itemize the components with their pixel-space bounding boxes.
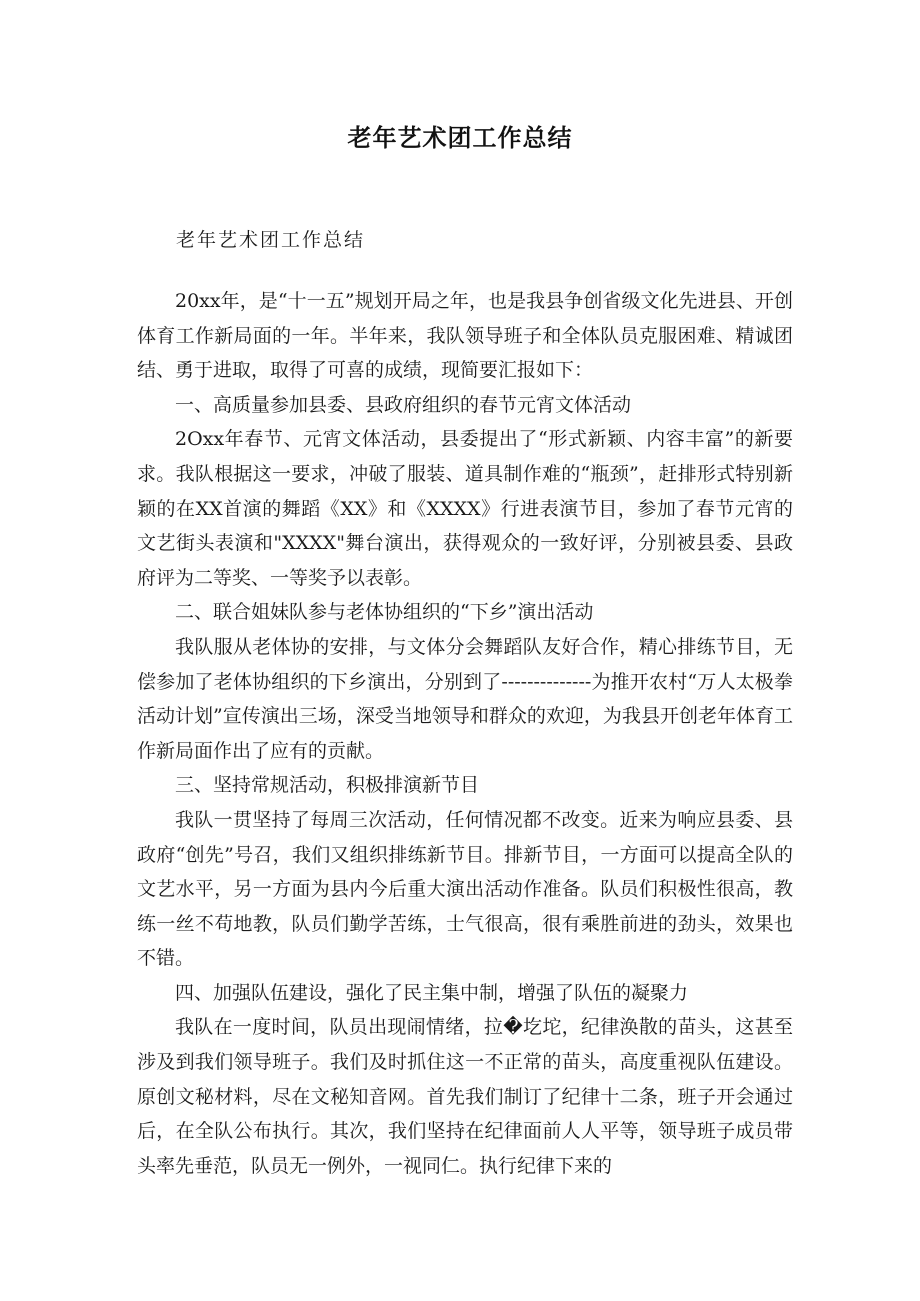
section-heading-3: 三、坚持常规活动，积极排演新节目 [175, 774, 480, 797]
document-body [137, 284, 793, 1183]
paragraph-section-4: 我队在一度时间，队员出现闹情绪，拉�圪坨，纪律涣散的苗头，这甚至涉及到我们领导班子。我们及时抓住这一不正常的苗头，高度重视队伍建设。原创文秘材料，尽在文秘知音网。首先我们制订了纪律十二条，班子开会通过后，在全队公布执行。其次，我们坚持在纪律面前人人平等，领导班子成员带头率先垂范，队员无一例外，一视同仁。执行纪律下来的 [137, 1016, 793, 1177]
section-heading-4: 四、加强队伍建设，强化了民主集中制，增强了队伍的凝聚力 [175, 981, 689, 1004]
paragraph-section-2: 我队服从老体协的安排，与文体分会舞蹈队友好合作，精心排练节目，无偿参加了老体协组织的下乡演出，分别到了--------------为推开农村“万人太极拳活动计划”宣传演出三场，深受当地领导和群众的欢迎，为我县开创老年体育工作新局面作出了应有的贡献。 [137, 635, 793, 762]
document-title: 老年艺术团工作总结 [347, 124, 573, 152]
section-heading-1: 一、高质量参加县委、县政府组织的春节元宵文体活动 [175, 393, 632, 416]
document-subtitle: 老年艺术团工作总结 [176, 229, 366, 251]
section-heading-2: 二、联合姐妹队参与老体协组织的“下乡”演出活动 [175, 601, 594, 624]
paragraph-intro: 20xx年，是“十一五”规划开局之年，也是我县争创省级文化先进县、开创体育工作新局面的一年。半年来，我队领导班子和全体队员克服困难、精诚团结、勇于进取，取得了可喜的成绩，现简要汇报如下： [137, 290, 793, 382]
paragraph-section-1: 2Oxx年春节、元宵文体活动，县委提出了“形式新颖、内容丰富”的新要求。我队根据这一要求，冲破了服装、道具制作难的“瓶颈”，赶排形式特别新颖的在XX首演的舞蹈《XX》和《XXXX》行进表演节目，参加了春节元宵的文艺街头表演和"XXXX"舞台演出，获得观众的一致好评，分别被县委、县政府评为二等奖、一等奖予以表彰。 [137, 428, 793, 589]
paragraph-section-3: 我队一贯坚持了每周三次活动，任何情况都不改变。近来为响应县委、县政府“创先”号召，我们又组织排练新节目。排新节目，一方面可以提高全队的文艺水平，另一方面为县内今后重大演出活动作准备。队员们积极性很高，教练一丝不苟地教，队员们勤学苦练，士气很高，很有乘胜前进的劲头，效果也不错。 [137, 808, 793, 970]
